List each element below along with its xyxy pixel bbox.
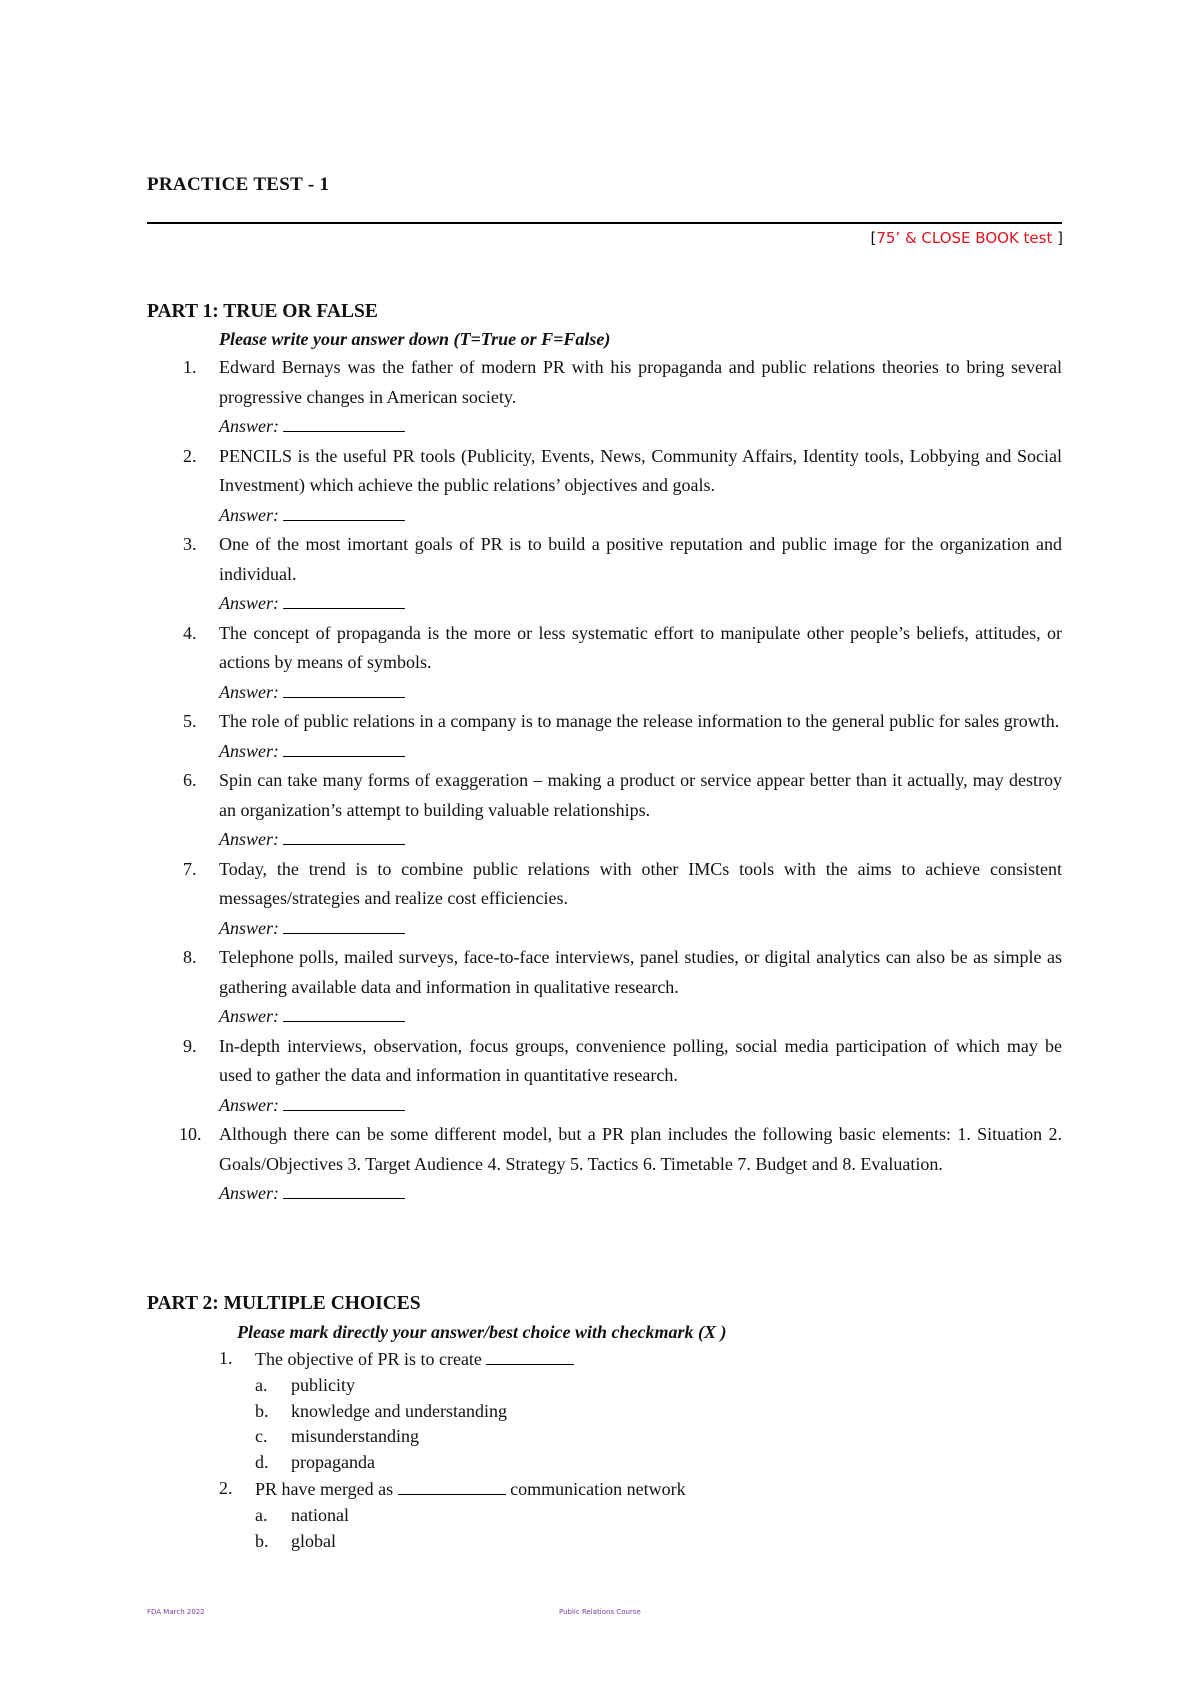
list-item	[147, 855, 1062, 944]
answer-line	[219, 1002, 1062, 1032]
question-text: In-depth interviews, observation, focus groups, convenience polling, social media participation of which may be used to gather the data and information in quantitative research.	[219, 1035, 1062, 1085]
question-stem: The objective of PR is to create	[255, 1349, 482, 1369]
answer-label: Answer:	[219, 917, 279, 938]
answer-line	[219, 412, 1062, 442]
question-text: The concept of propaganda is the more or less systematic effort to manipulate other people’s beliefs, attitudes, or actions by means of symbols.	[219, 622, 1062, 672]
answer-blank[interactable]	[283, 1180, 405, 1199]
answer-blank[interactable]	[283, 915, 405, 934]
option-letter: c.	[255, 1426, 268, 1447]
question-text: The role of public relations in a company is to manage the release information to the general public for sales growth.	[219, 711, 1060, 731]
answer-label: Answer:	[219, 829, 279, 849]
question-text	[255, 1346, 1062, 1373]
question-number: 4.	[183, 622, 197, 643]
question-text: One of the most imortant goals of PR is to build a positive reputation and public image for the organization and individual.	[219, 534, 1062, 584]
answer-line	[219, 501, 1062, 531]
answer-label: Answer:	[219, 593, 279, 613]
option-letter: b.	[255, 1400, 269, 1421]
option-text: propaganda	[291, 1452, 375, 1473]
question-stem: PR have merged as	[255, 1478, 394, 1499]
answer-line	[219, 678, 1062, 708]
list-item	[147, 1032, 1062, 1121]
list-item	[147, 1476, 1062, 1554]
note-close-bracket: ]	[1057, 229, 1063, 247]
title-divider	[147, 222, 1062, 224]
option-text: knowledge and understanding	[291, 1400, 507, 1421]
list-item	[147, 1120, 1062, 1209]
part1-instruction: Please write your answer down (T=True or F=False)	[219, 329, 611, 349]
question-number: 1.	[219, 1348, 233, 1368]
true-false-list	[147, 353, 1062, 1209]
list-item	[147, 943, 1062, 1032]
option-list	[255, 1503, 1062, 1555]
list-item	[147, 353, 1062, 442]
option-text: global	[291, 1530, 336, 1551]
answer-label: Answer:	[219, 504, 279, 525]
option-letter: a.	[255, 1504, 268, 1525]
question-number: 2.	[219, 1477, 233, 1498]
answer-line	[219, 825, 1062, 855]
option-letter: b.	[255, 1530, 269, 1551]
multiple-choice-list	[147, 1346, 1062, 1554]
answer-blank[interactable]	[283, 413, 405, 432]
option-list	[255, 1373, 1062, 1476]
question-number: 5.	[183, 711, 197, 731]
fill-blank	[398, 1476, 506, 1495]
list-item	[147, 1346, 1062, 1476]
option-text: publicity	[291, 1374, 355, 1395]
answer-blank[interactable]	[283, 738, 405, 757]
question-text: Telephone polls, mailed surveys, face-to-face interviews, panel studies, or digital analytics can also be as simple as gathering available data and information in qualitative research.	[219, 947, 1062, 997]
fill-blank	[486, 1346, 574, 1365]
answer-line	[219, 1091, 1062, 1121]
answer-line	[219, 589, 1062, 619]
question-text: PENCILS is the useful PR tools (Publicity, Events, News, Community Affairs, Identity tools, Lobbying and Social Investment) which achieve the public relations’ objectives and goals.	[219, 445, 1062, 495]
question-text	[255, 1476, 1062, 1503]
option-text: misunderstanding	[291, 1426, 419, 1447]
answer-line	[219, 914, 1062, 944]
test-duration-note	[870, 229, 1063, 247]
question-text: Edward Bernays was the father of modern PR with his propaganda and public relations theories to bring several progressive changes in American society.	[219, 357, 1062, 407]
answer-blank[interactable]	[283, 590, 405, 609]
option-item[interactable]	[255, 1529, 1062, 1555]
option-item[interactable]	[255, 1450, 1062, 1476]
list-item	[147, 619, 1062, 708]
part1-title: PART 1: TRUE OR FALSE	[147, 301, 378, 322]
question-text: Today, the trend is to combine public relations with other IMCs tools with the aims to achieve consistent messages/strategies and realize cost efficiencies.	[219, 858, 1062, 908]
answer-label: Answer:	[219, 1094, 279, 1115]
question-text: Spin can take many forms of exaggeration – making a product or service appear better than it actually, may destroy an organization’s attempt to building valuable relationships.	[219, 770, 1062, 820]
answer-label: Answer:	[219, 740, 279, 761]
question-stem-end: communication network	[510, 1478, 686, 1499]
option-item[interactable]	[255, 1424, 1062, 1450]
option-item[interactable]	[255, 1399, 1062, 1425]
answer-label: Answer:	[219, 681, 279, 702]
answer-blank[interactable]	[283, 502, 405, 521]
question-number: 3.	[183, 534, 197, 554]
list-item	[147, 707, 1062, 766]
question-number: 6.	[183, 770, 197, 790]
question-number: 2.	[183, 445, 197, 466]
list-item	[147, 442, 1062, 531]
part2-instruction: Please mark directly your answer/best choice with checkmark (X )	[237, 1322, 727, 1342]
question-number: 8.	[183, 947, 197, 967]
part2-title: PART 2: MULTIPLE CHOICES	[147, 1293, 421, 1314]
footer-center: Public Relations Course	[559, 1608, 641, 1616]
option-item[interactable]	[255, 1503, 1062, 1529]
answer-line	[219, 737, 1062, 767]
answer-blank[interactable]	[283, 679, 405, 698]
question-number: 9.	[183, 1035, 197, 1056]
list-item	[147, 530, 1062, 619]
answer-line	[219, 1179, 1062, 1209]
option-item[interactable]	[255, 1373, 1062, 1399]
note-duration-text: 75’ & CLOSE BOOK test	[876, 229, 1053, 247]
option-text: national	[291, 1504, 349, 1525]
answer-label: Answer:	[219, 416, 279, 436]
note-open-bracket: [	[870, 229, 877, 247]
page-title: PRACTICE TEST - 1	[147, 174, 330, 195]
answer-blank[interactable]	[283, 826, 405, 845]
answer-blank[interactable]	[283, 1003, 405, 1022]
footer-left: FDA March 2022	[147, 1608, 205, 1616]
question-number: 10.	[179, 1124, 202, 1144]
option-letter: d.	[255, 1452, 269, 1473]
option-letter: a.	[255, 1374, 268, 1395]
question-number: 7.	[183, 858, 197, 879]
answer-blank[interactable]	[283, 1092, 405, 1111]
answer-label: Answer:	[219, 1183, 279, 1203]
question-number: 1.	[183, 357, 197, 377]
answer-label: Answer:	[219, 1006, 279, 1026]
question-text: Although there can be some different model, but a PR plan includes the following basic elements: 1. Situation 2. Goals/Objectives 3. Target Audience 4. Strategy 5. Tactics 6. Timetable 7. Budget and 8. Evaluation.	[219, 1124, 1062, 1174]
list-item	[147, 766, 1062, 855]
